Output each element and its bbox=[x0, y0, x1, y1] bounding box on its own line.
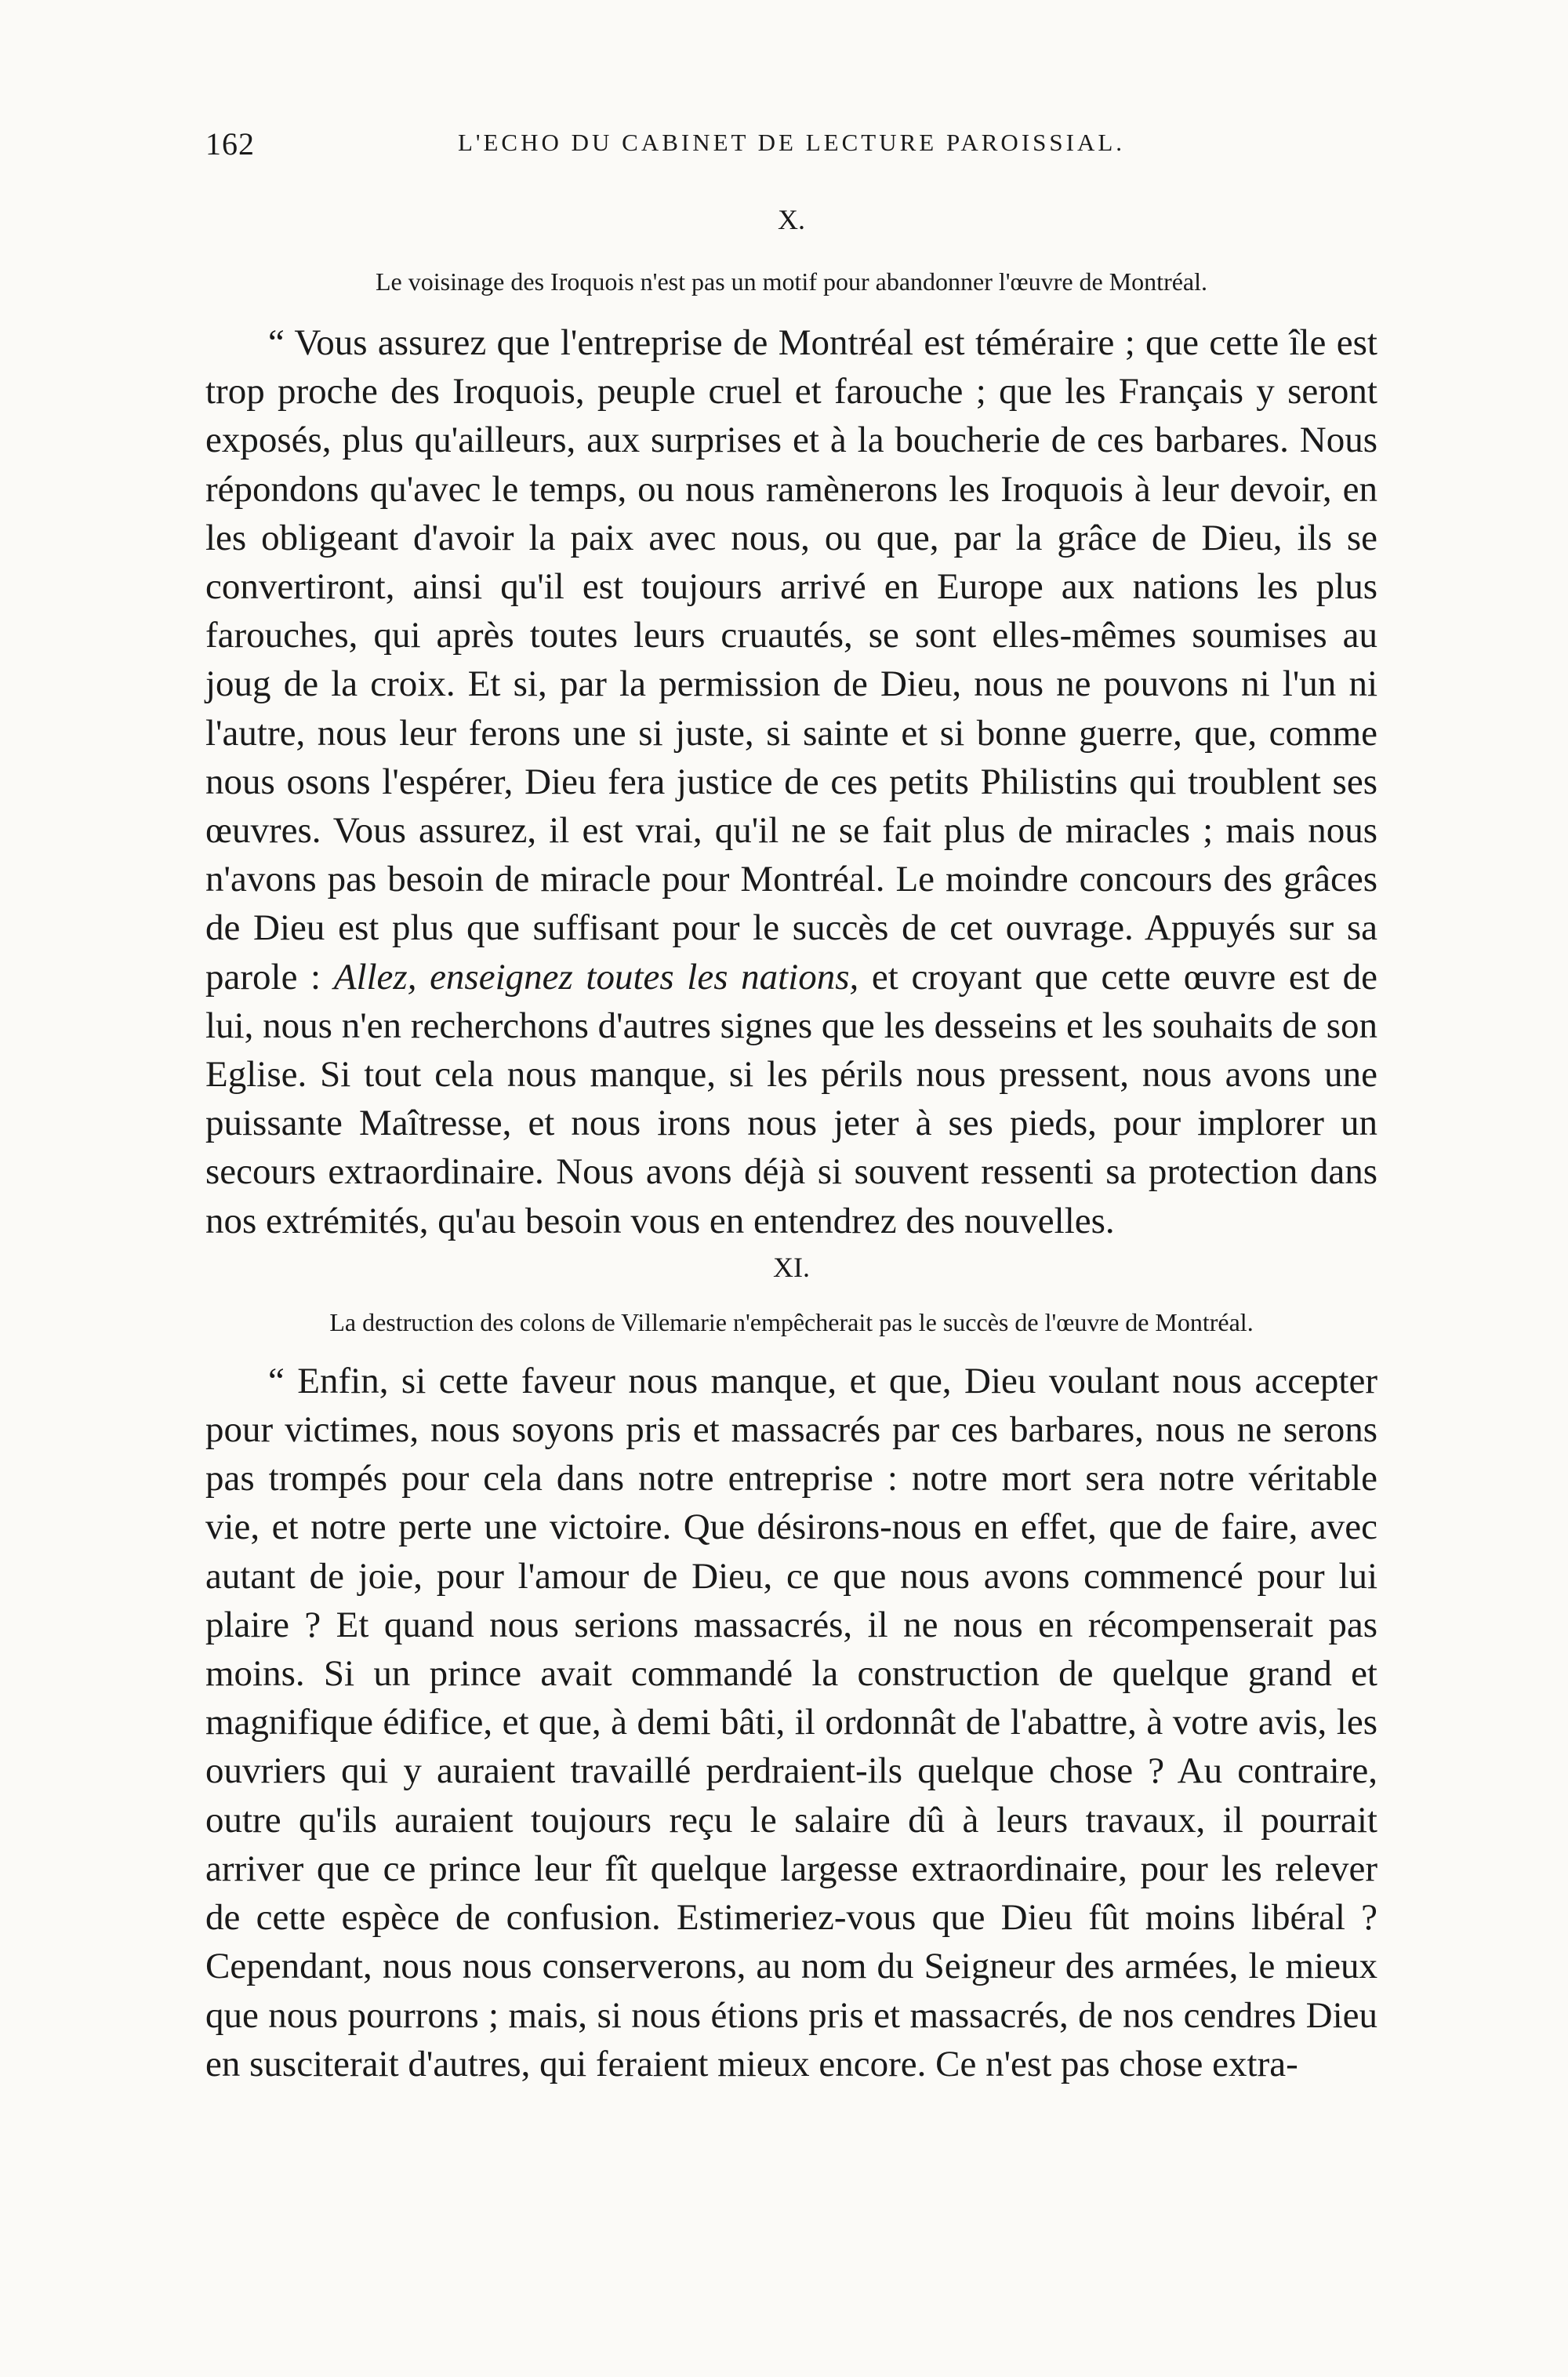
running-head bbox=[205, 125, 1377, 173]
section-subtitle: Le voisinage des Iroquois n'est pas un motif pour abandonner l'œuvre de Montréal. bbox=[375, 267, 1208, 296]
section-number: X. bbox=[778, 204, 805, 235]
running-title: L'ECHO DU CABINET DE LECTURE PAROISSIAL. bbox=[457, 129, 1126, 156]
page-number: 162 bbox=[205, 126, 255, 162]
body-paragraph: “ Enfin, si cette faveur nous manque, et que, Dieu voulant nous accepter pour victimes, nous soyons pris et massacrés par ces barbares, nous ne serons pas trompés pour cela dans notre entreprise : notre mort sera notre véritable vie, et notre perte une victoire. Que désirons-nous en effet, que de faire, avec autant de joie, pour l'amour de Dieu, ce que nous avons commencé pour lui plaire ? Et quand nous serions massacrés, il ne nous en récompenserait pas moins. Si un prince avait commandé la construction de quelque grand et magnifique édifice, et que, à demi bâti, il ordonnât de l'abattre, à votre avis, les ouvriers qui y auraient travaillé perdraient-ils quelque chose ? Au contraire, outre qu'ils auraient toujours reçu le salaire dû à leurs travaux, il pourrait arriver que ce prince leur fît quelque largesse extraordinaire, pour les relever de cette espèce de confusion. Estimeriez-vous que Dieu fût moins libéral ? Cependant, nous nous conserverons, au nom du Seigneur des armées, le mieux que nous pourrons ; mais, si nous étions pris et massacrés, de nos cendres Dieu en susciterait d'autres, qui feraient mieux encore. Ce n'est pas chose extra- bbox=[205, 1360, 1377, 2084]
italic-quote: Allez, enseignez toutes les nations, bbox=[333, 956, 859, 998]
document-page bbox=[205, 125, 1377, 2088]
section-xi bbox=[205, 1252, 1377, 2088]
paragraph-text-after-quote: et croyant que cette œuvre est de lui, nous n'en recherchons d'autres signes que les desseins et les souhaits de son Eglise. Si tout cela nous manque, si les périls nous pressent, nous avons une puissante Maîtresse, et nous irons nous jeter à ses pieds, pour implorer un secours extraordinaire. Nous avons déjà si souvent ressenti sa protection dans nos extrémités, qu'au besoin vous en entendrez des nouvelles. bbox=[205, 956, 1378, 1241]
body-paragraph bbox=[205, 318, 1377, 1245]
paragraph-text-before-quote: “ Vous assurez que l'entreprise de Montréal est téméraire ; que cette île est trop proche des Iroquois, peuple cruel et farouche ; que les Français y seront exposés, plus qu'ailleurs, aux surprises et à la boucherie de ces barbares. Nous répondons qu'avec le temps, ou nous ramènerons les Iroquois à leur devoir, en les obligeant d'avoir la paix avec nous, ou que, par la grâce de Dieu, ils se convertiront, ainsi qu'il est toujours arrivé en Europe aux nations les plus farouches, qui après toutes leurs cruautés, se sont elles-mêmes soumises au joug de la croix. Et si, par la permission de Dieu, nous ne pouvons ni l'un ni l'autre, nous leur ferons une si juste, si sainte et si bonne guerre, que, comme nous osons l'espérer, Dieu fera justice de ces petits Philistins qui troublent ses œuvres. Vous assurez, il est vrai, qu'il ne se fait plus de miracles ; mais nous n'avons pas besoin de miracle pour Montréal. Le moindre concours des grâces de Dieu est plus que suffisant pour le succès de cet ouvrage. Appuyés sur sa parole : bbox=[205, 322, 1377, 998]
section-number: XI. bbox=[773, 1251, 810, 1283]
section-x bbox=[205, 204, 1377, 1245]
section-subtitle: La destruction des colons de Villemarie n'empêcherait pas le succès de l'œuvre de Montréal. bbox=[329, 1307, 1254, 1336]
